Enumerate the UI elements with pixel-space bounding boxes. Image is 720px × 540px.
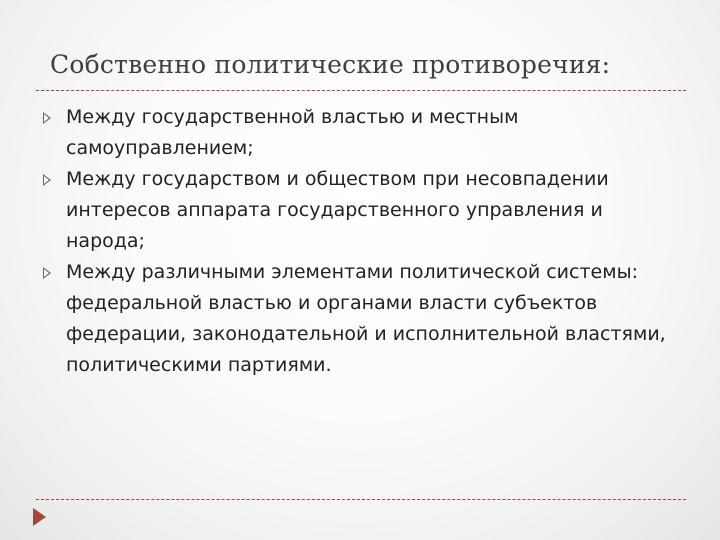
bullet-list xyxy=(66,102,686,381)
bullet-text: Между государством и обществом при несовпадении интересов аппарата государственного управления и народа; xyxy=(66,168,609,252)
bullet-arrow-icon xyxy=(43,174,51,186)
bullet-arrow-icon xyxy=(43,112,51,124)
slide-title: Собственно политические противоречия: xyxy=(50,50,611,79)
bullet-text: Между различными элементами политической системы: федеральной властью и органами власти субъектов федерации, законодательной и исполнительной властями, политическими партиями. xyxy=(66,261,666,376)
corner-triangle-icon xyxy=(33,508,46,526)
bullet-arrow-icon xyxy=(43,267,51,279)
title-divider xyxy=(36,90,686,91)
bullet-item xyxy=(66,102,686,164)
bullet-item xyxy=(66,164,686,257)
bullet-text: Между государственной властью и местным самоуправлением; xyxy=(66,106,519,159)
footer-divider xyxy=(36,499,686,500)
bullet-item xyxy=(66,257,686,381)
